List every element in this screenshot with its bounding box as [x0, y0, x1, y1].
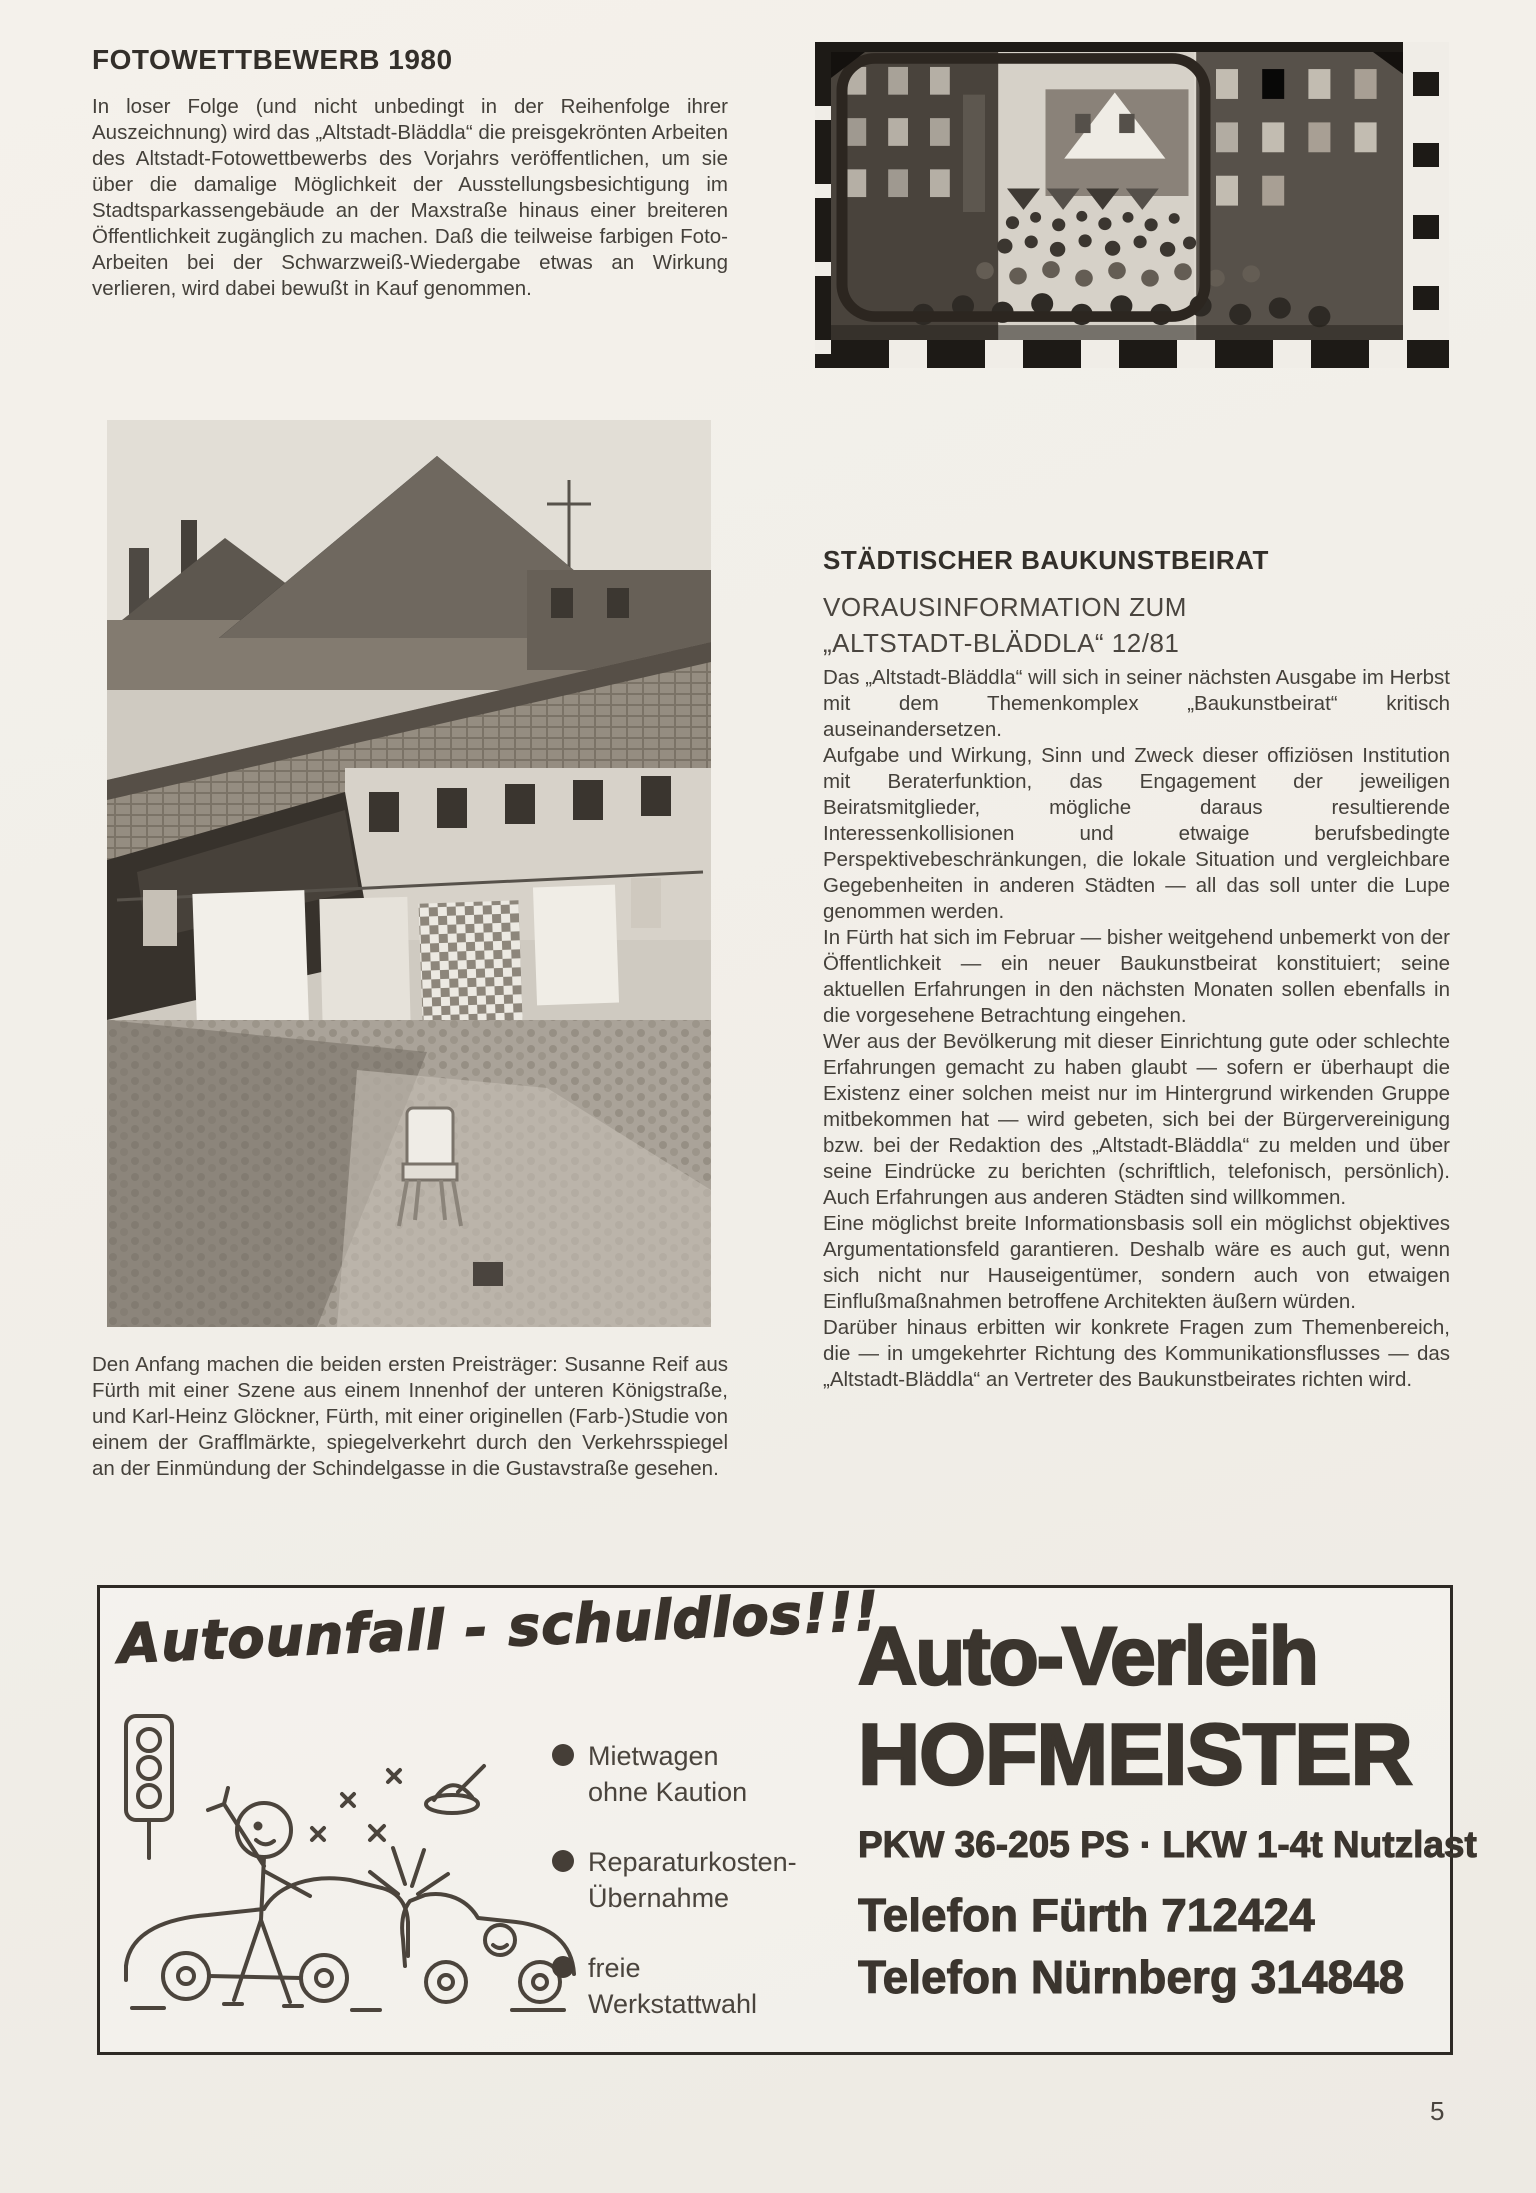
filmstrip-left-edge — [815, 42, 831, 368]
ad-phone-nuernberg: Telefon Nürnberg 314848 — [858, 1951, 1405, 2003]
ad-brand-line2: HOFMEISTER — [858, 1707, 1412, 1803]
list-item — [552, 1950, 852, 2022]
courtyard-laundry-photo — [107, 420, 711, 1327]
paragraph: Wer aus der Bevölkerung mit dieser Einrichtung gute oder schlechte Erfahrungen gemacht zu haben glaubt — sofern er überhaupt die Existenz einer solchen meist nur im Hintergrund wirkenden Gruppe mitbekommen hat — wird gebeten, sich bei der Bürgervereinigung bzw. bei der Redaktion des „Altstadt-Bläddla“ zu melden und über seine Eindrücke zu berichten (schriftlich, telefonisch, persönlich). Auch Erfahrungen aus anderen Städten sind willkommen. — [823, 1030, 1450, 1209]
paragraph: In Fürth hat sich im Februar — bisher weitgehend unbemerkt von der Öffentlichkeit — ein neuer Baukunstbeirat konstituiert; seine aktuellen Erfahrungen in den nächsten Monaten sollen ebenfalls in die vorgesehene Betrachtung eingehen. — [823, 926, 1450, 1027]
paragraph: Darüber hinaus erbitten wir konkrete Fragen zum Themenbereich, die — in umgekehrter Richtung des Kommunikationsflusses — das „Altstadt-Bläddla“ an Vertreter des Baukunstbeirates richten wird. — [823, 1316, 1450, 1391]
bullet-line1: freie — [588, 1953, 641, 1983]
bullet-line2: Übernahme — [588, 1883, 730, 1913]
article-subtitle-line2: „ALTSTADT-BLÄDDLA“ 12/81 — [823, 628, 1180, 658]
bullet-line2: ohne Kaution — [588, 1777, 748, 1807]
film-corner-wedge-right — [1373, 52, 1403, 74]
bullet-icon — [552, 1956, 574, 1978]
paragraph: Eine möglichst breite Informationsbasis soll ein möglichst objektives Argumentationsfeld garantieren. Deshalb wäre es auch gut, wenn sich nicht nur Hauseigentümer, sondern auch von etwaigen Einflußmaßnahmen betroffene Architekten äußern würden. — [823, 1212, 1450, 1313]
bullet-line2: Werkstattwahl — [588, 1989, 758, 2019]
bullet-icon — [552, 1744, 574, 1766]
ad-auto-verleih-hofmeister — [97, 1579, 1477, 2055]
street-crowd-photo — [831, 52, 1403, 340]
ad-phone-fuerth: Telefon Fürth 712424 — [858, 1889, 1315, 1941]
paragraph: Das „Altstadt-Bläddla“ will sich in seiner nächsten Ausgabe im Herbst mit dem Themenkomplex „Baukunstbeirat“ kritisch auseinandersetzen. — [823, 666, 1450, 741]
article-subtitle-line1: VORAUSINFORMATION ZUM — [823, 592, 1187, 622]
filmstrip-top-edge — [831, 42, 1403, 52]
article-body-baukunstbeirat — [823, 665, 1450, 1393]
filmstrip-photo — [815, 42, 1449, 368]
page-number: 5 — [1430, 2096, 1445, 2126]
ad-benefit-list — [552, 1738, 852, 2056]
article-title-fotowettbewerb: FOTOWETTBEWERB 1980 — [92, 44, 453, 75]
article-title-baukunstbeirat: STÄDTISCHER BAUKUNSTBEIRAT — [823, 545, 1269, 575]
ad-brand-line1: Auto-Verleih — [858, 1611, 1317, 1702]
photo-caption: Den Anfang machen die beiden ersten Preisträger: Susanne Reif aus Fürth mit einer Szene aus einem Innenhof der unteren Königstraße, und Karl-Heinz Glöckner, Fürth, mit einer originellen (Farb-)Studie von einem der Grafflmärkte, spiegelverkehrt durch den Verkehrsspiegel an der Einmündung der Schindelgasse in die Gustavstraße gesehen. — [92, 1353, 728, 1480]
filmstrip-sprocket-holes — [1403, 42, 1449, 340]
ad-fleet-line: PKW 36-205 PS · LKW 1-4t Nutzlast — [858, 1824, 1477, 1865]
list-item — [552, 1738, 852, 1810]
list-item — [552, 1844, 852, 1916]
article-body-fotowettbewerb: In loser Folge (und nicht unbedingt in der Reihenfolge ihrer Auszeichnung) wird das „Altstadt-Bläddla“ die preisgekrönten Arbeiten des Altstadt-Fotowettbewerbs des Vorjahrs veröffentlichen, um sie über die damalige Möglichkeit der Ausstellungsbesichtigung im Stadtsparkassengebäude an der Maxstraße hinaus einer breiteren Öffentlichkeit zugänglich zu machen. Daß die teilweise farbigen Foto-Arbeiten bei der Schwarzweiß-Wiedergabe etwas an Wirkung verlieren, wird dabei bewußt in Kauf genommen. — [92, 95, 728, 300]
ad-company-block — [858, 1611, 1477, 2004]
filmstrip-bottom-edge — [831, 340, 1449, 368]
car-crash-cartoon — [112, 1708, 592, 2048]
bullet-icon — [552, 1850, 574, 1872]
film-corner-wedge-left — [831, 52, 865, 78]
bullet-line1: Reparaturkosten- — [588, 1847, 797, 1877]
ad-headline-script: Autounfall - schuldlos!!! — [116, 1579, 881, 1676]
paragraph: Aufgabe und Wirkung, Sinn und Zweck dieser offiziösen Institution mit Beraterfunktion, das Engagement der jeweiligen Beiratsmitglieder, mögliche daraus resultierende Interessenkollisionen und etwaige berufsbedingte Perspektivebeschränkungen, die lokale Situation und vergleichbare Gegebenheiten in anderen Städten — all das soll unter die Lupe genommen werden. — [823, 744, 1450, 923]
bullet-line1: Mietwagen — [588, 1741, 719, 1771]
